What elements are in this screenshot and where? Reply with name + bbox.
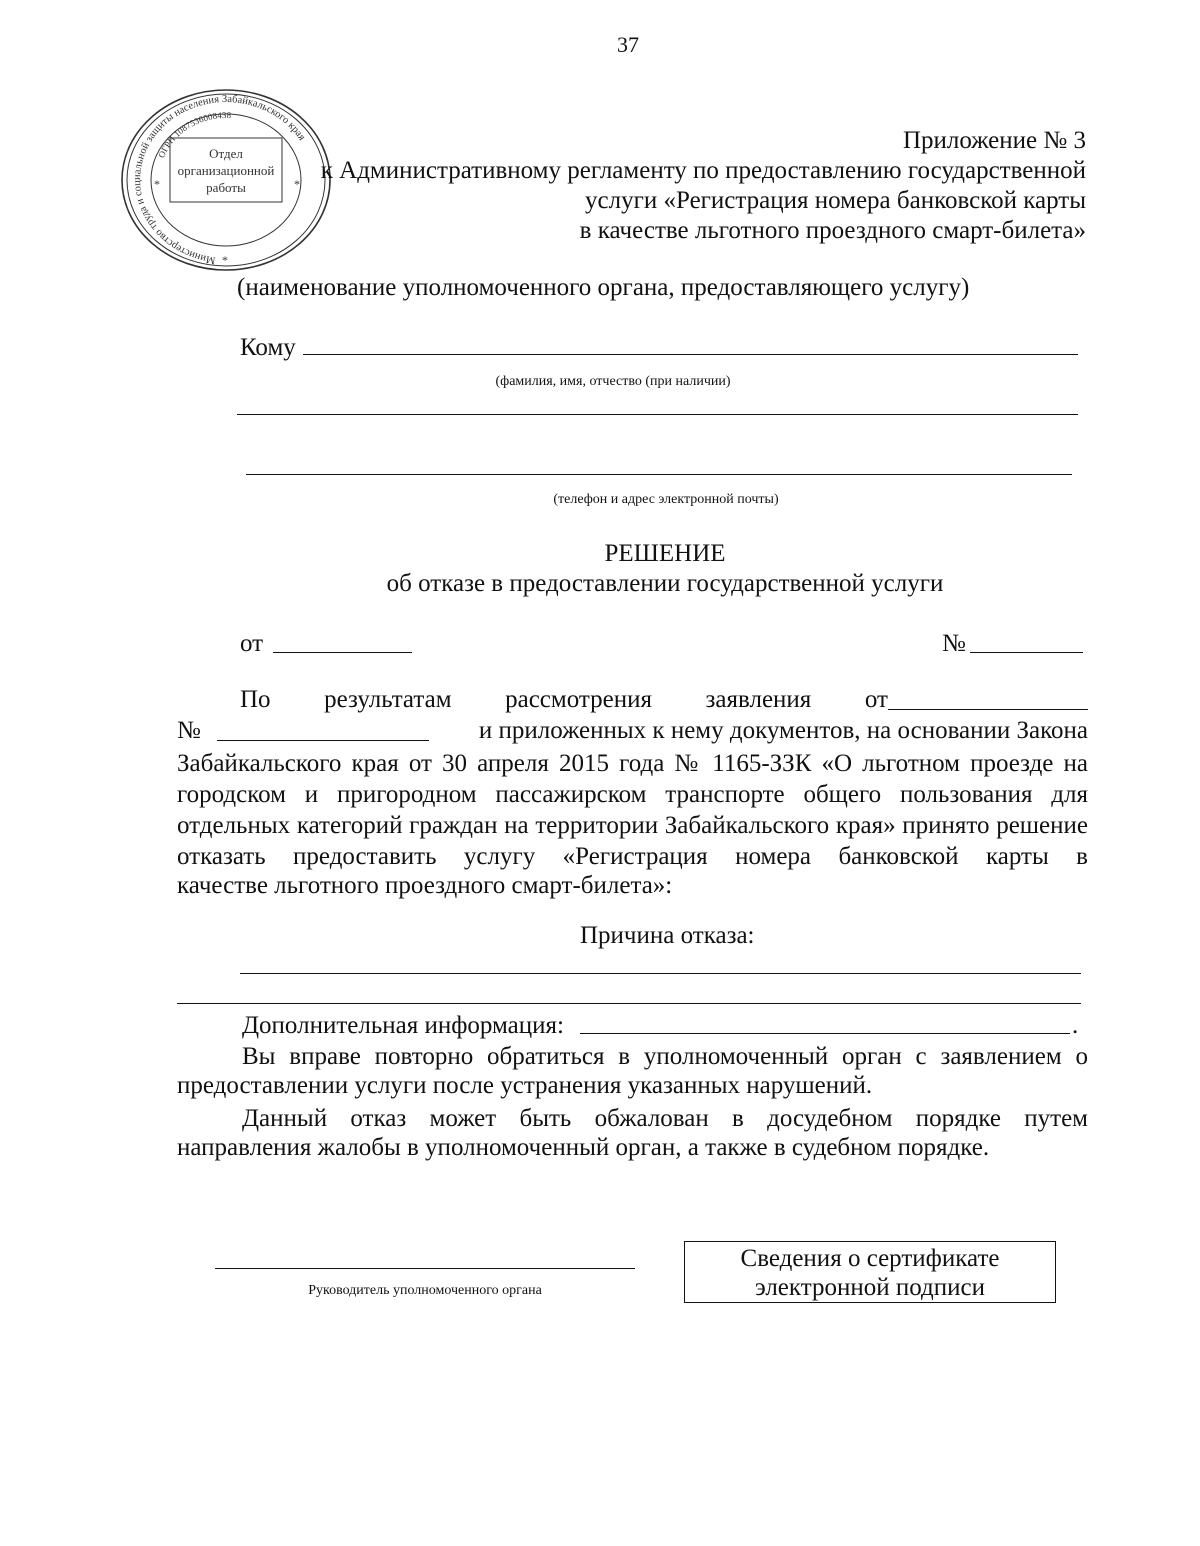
body-word-3: рассмотрения — [505, 686, 652, 713]
official-stamp — [118, 80, 334, 272]
certificate-box — [684, 1241, 1056, 1303]
body-word-2: результатам — [324, 686, 452, 713]
stamp-line-1: Отдел — [209, 146, 243, 161]
body-intro — [240, 686, 888, 714]
appendix-line-1: Приложение № 3 — [902, 127, 1086, 154]
date-label: от — [240, 630, 264, 657]
application-date-line — [888, 709, 1088, 710]
reason-line-2 — [177, 1003, 1081, 1004]
certificate-line-2: электронной подписи — [755, 1274, 985, 1301]
stamp-star-right: * — [294, 177, 300, 191]
body-number-sign: № — [177, 717, 201, 744]
stamp-line-3: работы — [206, 180, 246, 195]
body-line-2: и приложенных к нему документов, на основании Закона — [478, 717, 1088, 744]
authority-placeholder: (наименование уполномоченного органа, предоставляющего услугу) — [237, 274, 970, 301]
stamp-star-bottom: * — [222, 253, 228, 267]
reason-line-1 — [240, 973, 1081, 974]
stamp-star-left: * — [154, 177, 160, 191]
recipient-contact-line — [246, 474, 1072, 475]
decision-title: РЕШЕНИЕ — [604, 540, 726, 567]
body-word-1: По — [240, 686, 271, 713]
reapply-first-line: Вы вправе повторно обратиться в уполномоченный орган с заявлением о — [242, 1043, 1088, 1070]
body-word-4: заявления — [705, 686, 812, 713]
recipient-name-caption: (фамилия, имя, отчество (при наличии) — [495, 374, 731, 389]
number-line — [970, 652, 1083, 653]
recipient-contact-caption: (телефон и адрес электронной почты) — [553, 492, 779, 507]
stamp-line-2: организационной — [177, 163, 275, 178]
appendix-line-4: в качестве льготного проездного смарт-билета» — [579, 217, 1086, 244]
stamp-ring-text: Министерство труда и социальной защиты населения Забайкальского края — [132, 93, 308, 266]
appendix-line-2: к Административному регламенту по предоставлению государственной — [320, 157, 1086, 184]
page-number: 37 — [617, 32, 639, 57]
appeal-rest: направления жалобы в уполномоченный орган, а также в судебном порядке. — [177, 1134, 990, 1161]
reapply-rest: предоставлении услуги после устранения указанных нарушений. — [177, 1072, 873, 1099]
number-label: № — [942, 630, 966, 657]
additional-line — [580, 1033, 1070, 1034]
additional-end-mark: . — [1072, 1012, 1079, 1039]
application-number-line — [217, 740, 429, 741]
reason-title: Причина отказа: — [580, 922, 755, 949]
body-last-line: качестве льготного проездного смарт-билета»: — [177, 872, 673, 899]
appendix-line-3: услуги «Регистрация номера банковской карты — [585, 187, 1086, 214]
recipient-label: Кому — [240, 334, 296, 361]
recipient-name-line — [303, 354, 1078, 355]
decision-subtitle: об отказе в предоставлении государственной услуги — [386, 570, 944, 597]
date-line — [273, 652, 412, 653]
signature-line — [215, 1268, 635, 1269]
body-paragraph: Забайкальского края от 30 апреля 2015 года № 1165-ЗЗК «О льготном проезде на городском и пригородном пассажирском транспорте общего пользования для отдельных категорий граждан на территории Забайкальского края» принято решение отказать предоставить услугу «Регистрация номера банковской карты в — [177, 750, 1088, 870]
certificate-line-1: Сведения о сертификате — [740, 1245, 1000, 1272]
appeal-first-line: Данный отказ может быть обжалован в досудебном порядке путем — [242, 1105, 1088, 1132]
signer-caption: Руководитель уполномоченного органа — [308, 1283, 542, 1298]
stamp-ogrn: ОГРН 1087536008438 — [156, 109, 232, 160]
body-word-5: от — [864, 686, 888, 713]
additional-label: Дополнительная информация: — [242, 1012, 564, 1039]
appendix-header — [321, 126, 1086, 246]
recipient-extra-line — [237, 414, 1078, 415]
